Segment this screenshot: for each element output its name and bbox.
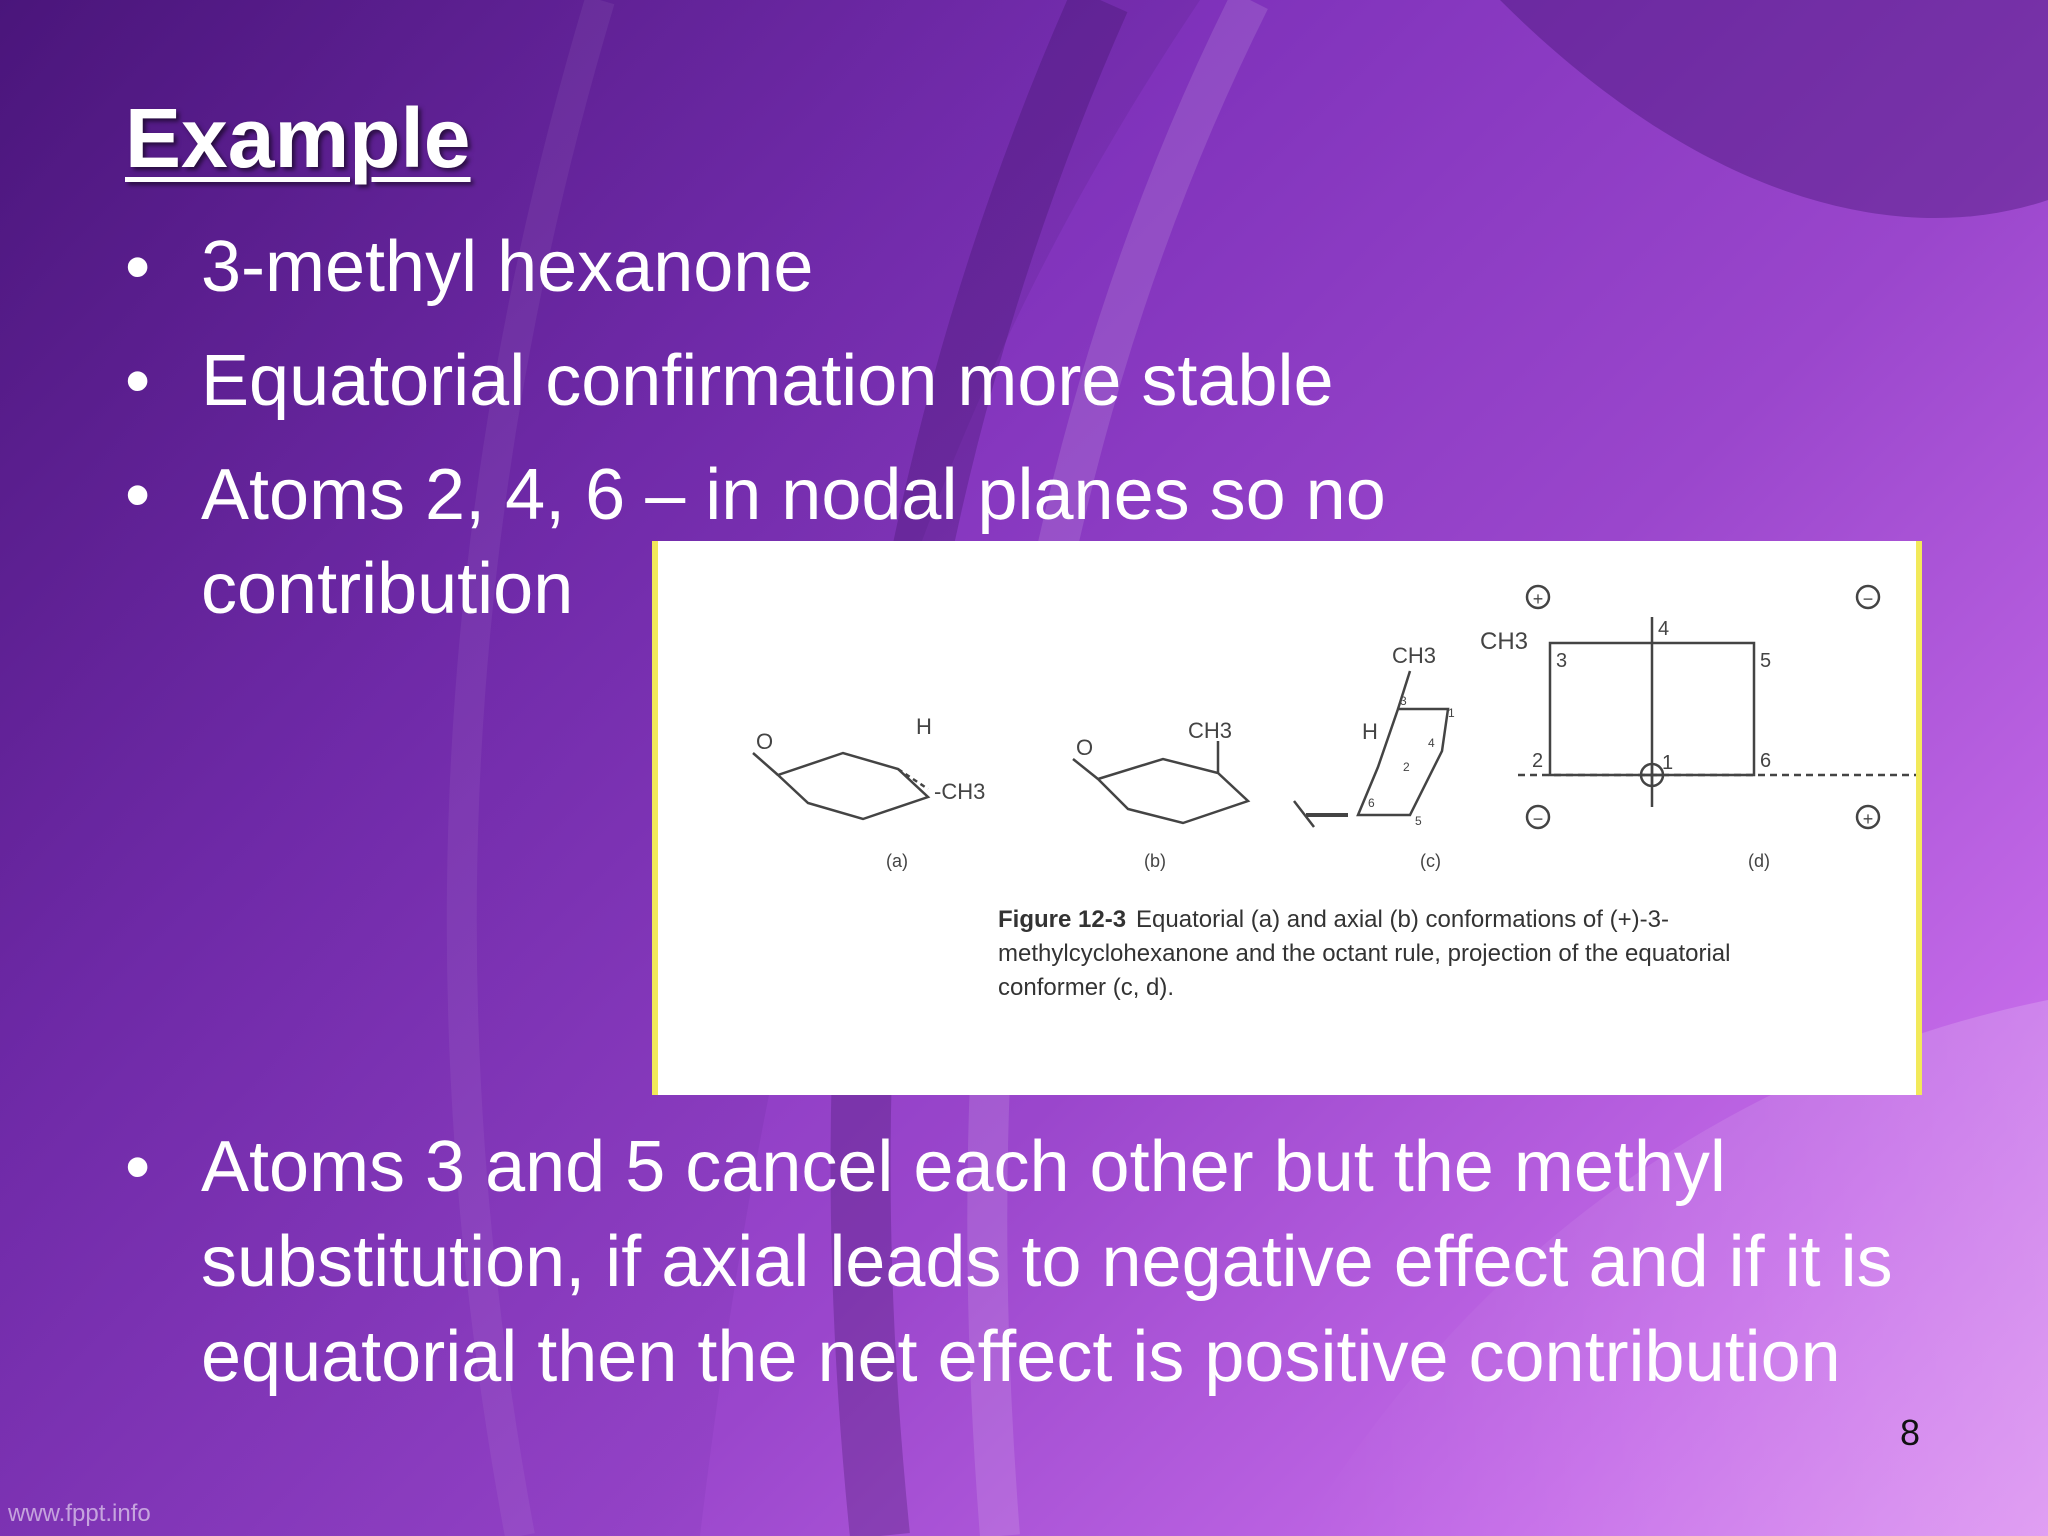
panel-label: (b) <box>1144 851 1166 871</box>
chair-equatorial <box>753 753 928 819</box>
octant-number: 5 <box>1760 650 1772 672</box>
plus-sign: + <box>1862 809 1874 829</box>
atom-number: 1 <box>1448 706 1455 720</box>
panel-label: (d) <box>1748 851 1770 871</box>
watermark-text: www.fppt.info <box>8 1500 151 1527</box>
octant-number: 1 <box>1662 752 1674 774</box>
octant-grid <box>1518 586 1916 828</box>
bullet-item: • Equatorial confirmation more stable <box>125 334 1925 428</box>
plus-sign: + <box>1532 589 1544 609</box>
ch3-label: -CH3 <box>934 779 986 804</box>
octant-number: 6 <box>1760 750 1772 772</box>
atom-number: 5 <box>1415 814 1422 828</box>
bullet-list-bottom <box>125 1120 1925 1405</box>
oxygen-label: O <box>1076 735 1094 760</box>
minus-sign: − <box>1862 589 1874 609</box>
chair-axial <box>1073 741 1248 823</box>
atom-number: 3 <box>1400 694 1407 708</box>
h-label: H <box>1362 719 1378 744</box>
atom-number: 6 <box>1368 796 1375 810</box>
figure-image <box>652 541 1922 1095</box>
panel-label: (c) <box>1420 851 1441 871</box>
bullet-item: • 3-methyl hexanone <box>125 220 1925 314</box>
atom-number: 4 <box>1428 736 1435 750</box>
octant-number: 2 <box>1532 750 1544 772</box>
figure-caption <box>998 903 1818 1005</box>
ch3-label: CH3 <box>1480 628 1529 655</box>
ch3-label: CH3 <box>1188 718 1233 743</box>
panel-label: (a) <box>886 851 908 871</box>
figure-number: Figure 12-3 <box>998 906 1127 933</box>
minus-sign: − <box>1532 809 1544 829</box>
atom-number: 2 <box>1403 760 1410 774</box>
bullet-item: • Atoms 2, 4, 6 – in nodal planes so no contribution <box>125 448 1631 636</box>
figure-caption-text: Equatorial (a) and axial (b) conformations of (+)-3-methylcyclohexanone and the octant rule, projection of the equatorial conformer (c, d). <box>998 906 1731 1001</box>
bullet-item: • Atoms 3 and 5 cancel each other but the methyl substitution, if axial leads to negative effect and if it is equatorial then the net effect is positive contribution <box>201 1120 1925 1405</box>
oxygen-label: O <box>756 729 774 754</box>
h-label: H <box>916 714 932 739</box>
octant-number: 4 <box>1658 618 1670 640</box>
ch3-label: CH3 <box>1392 643 1437 668</box>
octant-number: 3 <box>1556 650 1568 672</box>
slide-title: Example <box>125 91 471 185</box>
conformation-diagram <box>658 541 1916 1095</box>
page-number: 8 <box>1900 1412 1921 1453</box>
